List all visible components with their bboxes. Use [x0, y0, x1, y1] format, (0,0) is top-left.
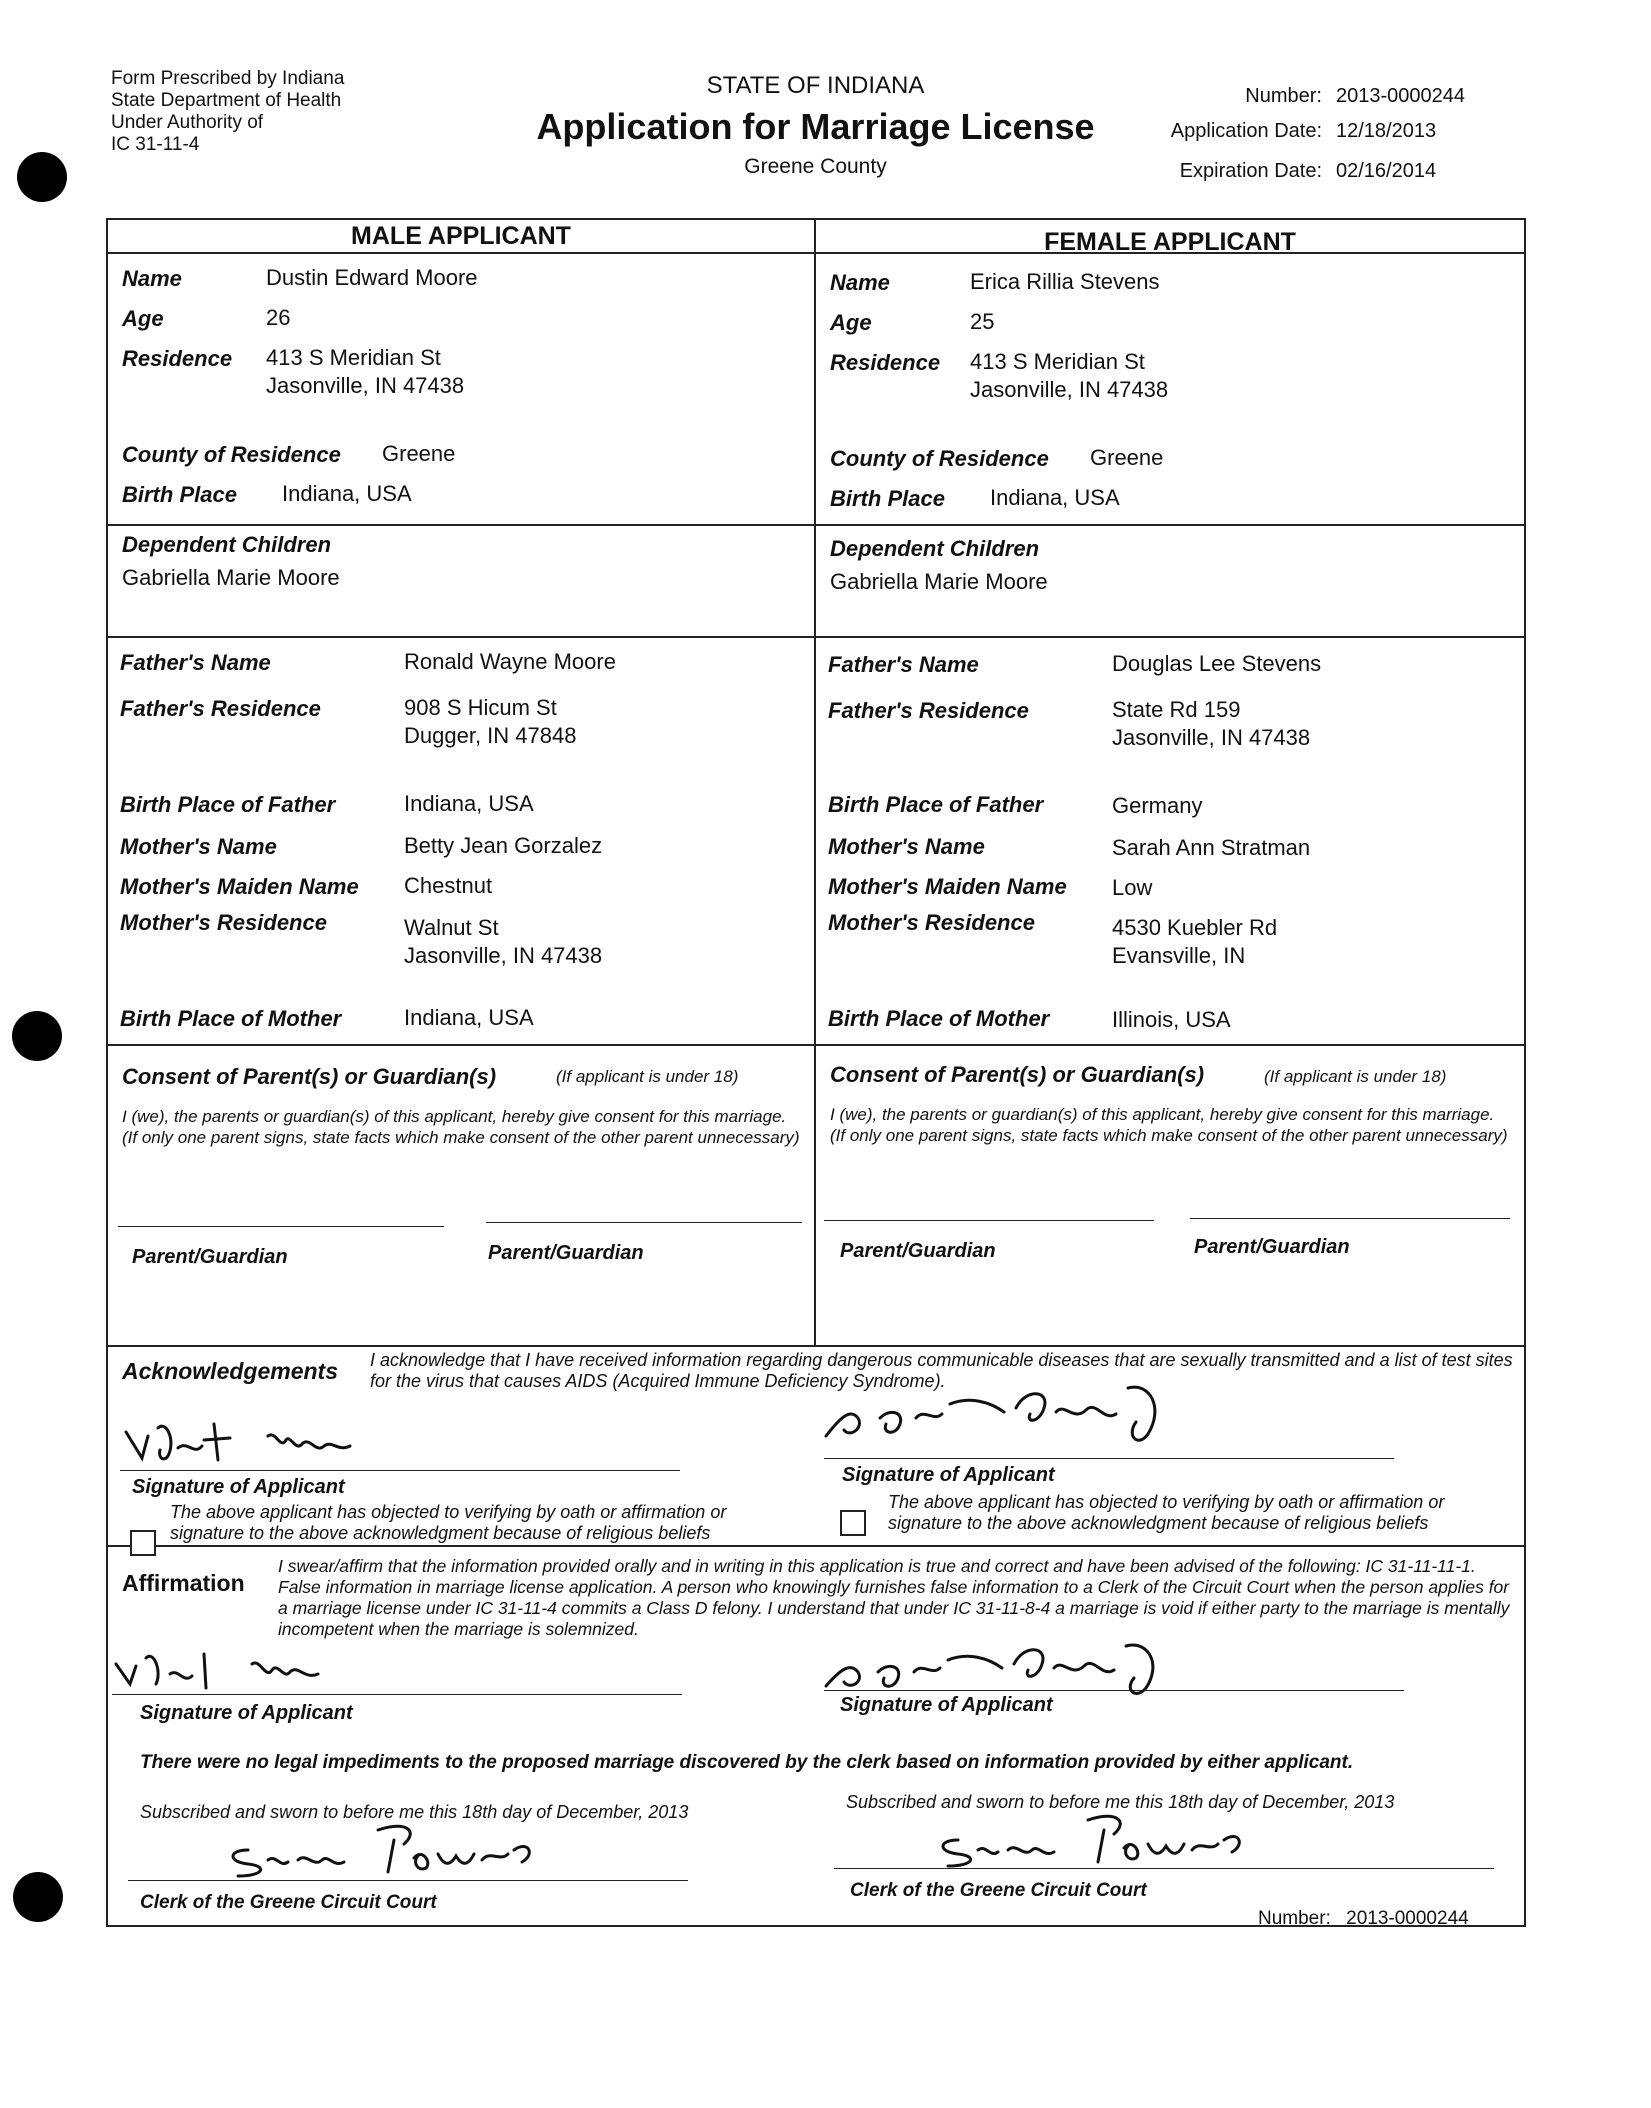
male-county-label: County of Residence: [122, 442, 341, 467]
female-father-name-label: Father's Name: [828, 652, 979, 677]
number-value: 2013-0000244: [1336, 85, 1466, 107]
acknowledgements-text: I acknowledge that I have received information regarding dangerous communicable diseases that are sexually transmitted and a list of test sites for the virus that causes AIDS (Acquired Immune Deficiency Syndrome).: [370, 1350, 1513, 1391]
male-father-birth: Indiana, USA: [404, 791, 534, 816]
expiration-date-value: 02/16/2014: [1336, 160, 1437, 182]
application-date-label: Application Date:: [1170, 120, 1322, 142]
female-county-label: County of Residence: [830, 446, 1049, 471]
female-children: Gabriella Marie Moore: [830, 569, 1048, 594]
female-acknowledgement-signature-label: Signature of Applicant: [842, 1464, 1055, 1486]
application-date-value: 12/18/2013: [1336, 120, 1437, 142]
female-mother-residence-label: Mother's Residence: [828, 910, 1035, 935]
male-clerk-signature-glyph: [218, 1810, 548, 1880]
male-religious-objection-text: The above applicant has objected to verifying by oath or affirmation or signature to the above acknowledgment because of religious beliefs: [170, 1502, 727, 1543]
male-affirmation-signature-label: Signature of Applicant: [140, 1702, 353, 1724]
rule-after-acknowledgements: [108, 1545, 1524, 1547]
female-clerk-signature-glyph: [928, 1800, 1258, 1870]
male-affirmation-signature-line: [112, 1694, 682, 1695]
male-parent-signature-line-1[interactable]: [118, 1226, 444, 1227]
male-signature-glyph: [118, 1410, 458, 1470]
female-name-label: Name: [830, 270, 890, 295]
female-mother-name: Sarah Ann Stratman: [1112, 835, 1311, 860]
male-name-label: Name: [122, 266, 182, 291]
rule-after-children: [108, 636, 1524, 638]
male-clerk-label: Clerk of the Greene Circuit Court: [140, 1892, 437, 1913]
female-children-label: Dependent Children: [830, 536, 1040, 561]
male-acknowledgement-signature-label: Signature of Applicant: [132, 1476, 345, 1498]
male-affirmation-signature[interactable]: [112, 1644, 452, 1694]
female-birthplace-label: Birth Place: [830, 486, 945, 511]
female-father-residence-label: Father's Residence: [828, 698, 1029, 723]
male-consent-text: I (we), the parents or guardian(s) of this applicant, hereby give consent for this marriage. (If only one parent signs, state facts which make consent of the other parent unnecessary): [122, 1107, 800, 1147]
female-father-name: Douglas Lee Stevens: [1112, 651, 1322, 676]
male-father-name-label: Father's Name: [120, 650, 271, 675]
female-father-residence: State Rd 159 Jasonville, IN 47438: [1112, 697, 1311, 750]
female-clerk-label: Clerk of the Greene Circuit Court: [850, 1880, 1147, 1901]
column-divider: [814, 220, 816, 1345]
male-father-residence-label: Father's Residence: [120, 696, 321, 721]
female-mother-name-label: Mother's Name: [828, 834, 985, 859]
male-parent-guardian-label-1: Parent/Guardian: [132, 1246, 288, 1268]
footer-number-value: 2013-0000244: [1346, 1908, 1469, 1929]
male-children-label: Dependent Children: [122, 532, 332, 557]
female-religious-objection-checkbox[interactable]: [840, 1510, 866, 1536]
female-religious-objection-text: The above applicant has objected to verifying by oath or affirmation or signature to the above acknowledgment because of religious beliefs: [888, 1492, 1445, 1533]
male-mother-name: Betty Jean Gorzalez: [404, 833, 603, 858]
rule-after-consent: [108, 1345, 1524, 1347]
female-mother-maiden: Low: [1112, 875, 1153, 900]
county-heading: Greene County: [744, 155, 887, 178]
male-age: 26: [266, 305, 291, 330]
prescribed-line-2: State Department of Health: [111, 90, 342, 111]
punch-hole-middle: [12, 1011, 62, 1061]
male-mother-residence: Walnut St Jasonville, IN 47438: [404, 915, 603, 968]
female-father-birth-label: Birth Place of Father: [828, 792, 1044, 817]
female-affirmation-signature-label: Signature of Applicant: [840, 1694, 1053, 1716]
rule-after-birthplace: [108, 524, 1524, 526]
female-signature-glyph: [820, 1378, 1380, 1458]
female-name: Erica Rillia Stevens: [970, 269, 1160, 294]
header-application-date: [1150, 120, 1436, 143]
male-mother-maiden-label: Mother's Maiden Name: [120, 874, 359, 899]
male-mother-birth: Indiana, USA: [404, 1005, 534, 1030]
female-consent-title: Consent of Parent(s) or Guardian(s): [830, 1062, 1205, 1087]
state-heading: STATE OF INDIANA: [706, 72, 925, 99]
male-parent-signature-line-2[interactable]: [486, 1222, 802, 1223]
male-religious-objection-checkbox[interactable]: [130, 1530, 156, 1556]
affirmation-title: Affirmation: [122, 1570, 245, 1596]
prescribed-line-3: Under Authority of: [111, 112, 264, 133]
footer-number: [1258, 1908, 1469, 1930]
female-mother-birth: Illinois, USA: [1112, 1007, 1231, 1032]
male-clerk-signature[interactable]: [218, 1810, 548, 1880]
acknowledgements-title: Acknowledgements: [122, 1358, 338, 1384]
female-sworn-statement: Subscribed and sworn to before me this 18th day of December, 2013: [846, 1792, 1395, 1812]
male-acknowledgement-signature-line: [120, 1470, 680, 1471]
female-father-birth: Germany: [1112, 793, 1203, 818]
male-father-birth-label: Birth Place of Father: [120, 792, 336, 817]
affirmation-text: I swear/affirm that the information provided orally and in writing in this application is true and correct and have been advised of the following: IC 31-11-11-1. False information in marriage license application. A person who knowingly furnishes false information to a Clerk of the Circuit Court when the person applies for a marriage license under IC 31-11-4 commits a Class D felony. I understand that under IC 31-11-8-4 a marriage is void if either party to the marriage is mentally incompetent when the marriage is solemnized.: [278, 1556, 1510, 1639]
prescribed-line-4: IC 31-11-4: [111, 134, 200, 155]
male-birthplace: Indiana, USA: [282, 481, 412, 506]
female-acknowledgement-signature-line: [824, 1458, 1394, 1459]
male-mother-residence-label: Mother's Residence: [120, 910, 327, 935]
male-residence-label: Residence: [122, 346, 233, 371]
male-mother-name-label: Mother's Name: [120, 834, 277, 859]
female-clerk-signature[interactable]: [928, 1800, 1258, 1870]
rule-after-parents: [108, 1044, 1524, 1046]
application-form: [106, 218, 1526, 1927]
male-father-name: Ronald Wayne Moore: [404, 649, 616, 674]
male-mother-maiden: Chestnut: [404, 873, 493, 898]
male-birthplace-label: Birth Place: [122, 482, 237, 507]
female-applicant-heading: FEMALE APPLICANT: [1044, 228, 1296, 256]
male-parent-guardian-label-2: Parent/Guardian: [488, 1242, 644, 1264]
female-parent-signature-line-1[interactable]: [824, 1220, 1154, 1221]
female-residence: 413 S Meridian St Jasonville, IN 47438: [970, 349, 1169, 402]
prescribed-line-1: Form Prescribed by Indiana: [111, 68, 345, 89]
male-affirmation-signature-glyph: [112, 1644, 452, 1694]
document-title: Application for Marriage License: [536, 106, 1095, 147]
female-parent-guardian-label-1: Parent/Guardian: [840, 1240, 996, 1262]
male-sworn-statement: Subscribed and sworn to before me this 18th day of December, 2013: [140, 1802, 689, 1822]
male-acknowledgement-signature[interactable]: [118, 1410, 458, 1470]
footer-number-label: Number:: [1258, 1908, 1331, 1929]
male-children: Gabriella Marie Moore: [122, 565, 340, 590]
male-consent-title: Consent of Parent(s) or Guardian(s): [122, 1064, 497, 1089]
male-name: Dustin Edward Moore: [266, 265, 478, 290]
female-parent-signature-line-2[interactable]: [1190, 1218, 1510, 1219]
male-residence: 413 S Meridian St Jasonville, IN 47438: [266, 345, 465, 398]
number-label: Number:: [1245, 85, 1322, 107]
female-age: 25: [970, 309, 995, 334]
expiration-date-label: Expiration Date:: [1179, 160, 1322, 182]
male-clerk-signature-line: [128, 1880, 688, 1881]
header-number: [1150, 85, 1465, 108]
male-county: Greene: [382, 441, 456, 466]
male-age-label: Age: [122, 306, 164, 331]
female-parent-guardian-label-2: Parent/Guardian: [1194, 1236, 1350, 1258]
male-father-residence: 908 S Hicum St Dugger, IN 47848: [404, 695, 577, 748]
no-impediments-statement: There were no legal impediments to the proposed marriage discovered by the clerk based on information provided by either applicant.: [140, 1752, 1354, 1773]
punch-hole-bottom: [13, 1872, 63, 1922]
female-mother-maiden-label: Mother's Maiden Name: [828, 874, 1067, 899]
female-county: Greene: [1090, 445, 1164, 470]
female-consent-note: (If applicant is under 18): [1264, 1067, 1447, 1086]
male-mother-birth-label: Birth Place of Mother: [120, 1006, 342, 1031]
female-mother-birth-label: Birth Place of Mother: [828, 1006, 1050, 1031]
male-consent-note: (If applicant is under 18): [556, 1067, 739, 1086]
header-expiration-date: [1150, 160, 1436, 183]
female-clerk-signature-line: [834, 1868, 1494, 1869]
female-residence-label: Residence: [830, 350, 941, 375]
female-acknowledgement-signature[interactable]: [820, 1378, 1380, 1458]
female-birthplace: Indiana, USA: [990, 485, 1120, 510]
female-age-label: Age: [830, 310, 872, 335]
female-mother-residence: 4530 Kuebler Rd Evansville, IN: [1112, 915, 1278, 968]
female-affirmation-signature-line: [824, 1690, 1404, 1691]
male-applicant-heading: MALE APPLICANT: [351, 222, 571, 250]
female-consent-text: I (we), the parents or guardian(s) of this applicant, hereby give consent for this marriage. (If only one parent signs, state facts which make consent of the other parent unnecessary): [830, 1105, 1508, 1145]
